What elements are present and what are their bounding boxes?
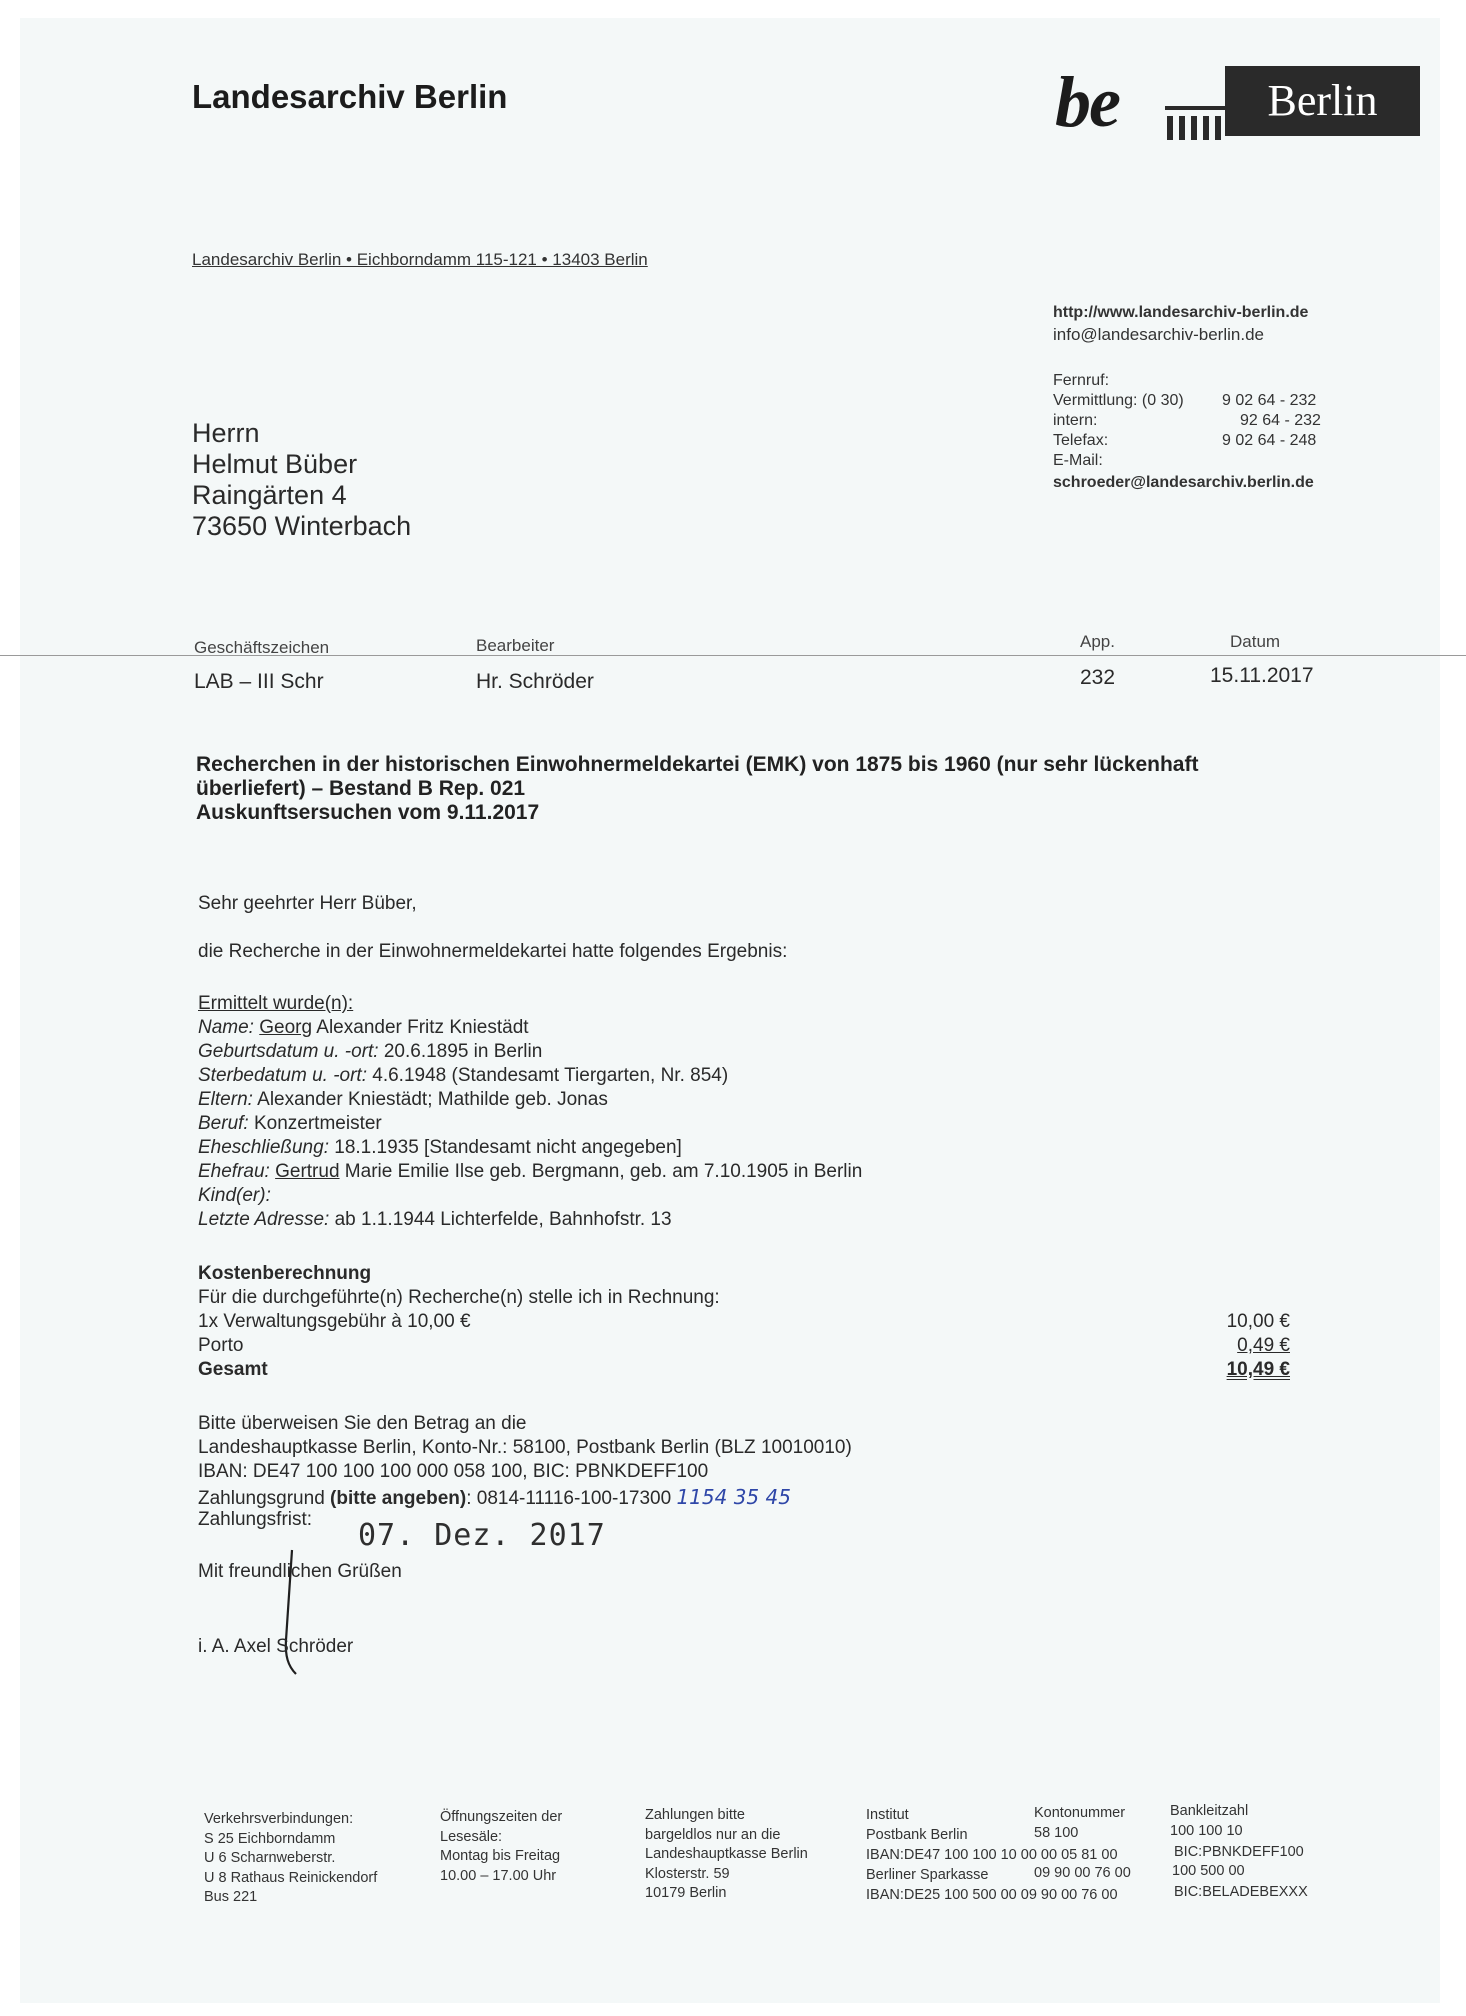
record-death-label: Sterbedatum u. -ort: [198, 1065, 367, 1086]
payment-reason-handwritten: 1154 35 45 [676, 1485, 791, 1509]
record-job [198, 1113, 382, 1135]
greeting: Sehr geehrter Herr Büber, [198, 893, 417, 914]
record-marriage-value: 18.1.1935 [Standesamt nicht angegeben] [328, 1137, 682, 1158]
contact-email-value: schroeder@landesarchiv.berlin.de [1053, 474, 1314, 491]
recipient-street: Raingärten 4 [192, 480, 347, 510]
footer-bank1-bic: BIC:PBNKDEFF100 [1174, 1844, 1304, 1860]
record-children [198, 1185, 271, 1207]
contact-intern-value: 92 64 - 232 [1240, 412, 1321, 429]
footer-payments-line: Landeshauptkasse Berlin [645, 1846, 808, 1862]
record-job-label: Beruf: [198, 1113, 249, 1134]
record-job-value: Konzertmeister [248, 1113, 382, 1134]
closing-regards: Mit freundlichen Grüßen [198, 1561, 402, 1582]
signature-stroke-icon [276, 1548, 306, 1678]
contact-vermittlung-label: Vermittlung: (0 30) [1053, 392, 1184, 409]
ref-bearbeiter-label: Bearbeiter [476, 636, 555, 655]
footer-transport [204, 1810, 377, 1908]
ref-datum-value: 15.11.2017 [1210, 664, 1314, 687]
sender-address-line: Landesarchiv Berlin • Eichborndamm 115-121 • 13403 Berlin [192, 250, 648, 269]
payment-line-2: Landeshauptkasse Berlin, Konto-Nr.: 58100, Postbank Berlin (BLZ 10010010) [198, 1437, 852, 1458]
found-heading: Ermittelt wurde(n): [198, 993, 354, 1014]
ref-gz-value: LAB – III Schr [194, 670, 324, 693]
footer-bank2-iban: IBAN:DE25 100 500 00 09 90 00 76 00 [866, 1887, 1118, 1903]
record-parents-value: Alexander Kniestädt; Mathilde geb. Jonas [252, 1089, 608, 1110]
org-title: Landesarchiv Berlin [192, 78, 508, 115]
costs-total-value: 10,49 € [1226, 1359, 1290, 1380]
contact-vermittlung-value: 9 02 64 - 232 [1222, 392, 1317, 409]
payment-deadline-label: Zahlungsfrist: [198, 1509, 313, 1530]
recipient-city: 73650 Winterbach [192, 511, 412, 541]
contact-telefax-label: Telefax: [1053, 432, 1109, 449]
contact-email-info: info@landesarchiv-berlin.de [1053, 325, 1264, 344]
footer-hours-line: Öffnungszeiten der [440, 1809, 563, 1825]
footer-hours-line: Montag bis Freitag [440, 1848, 561, 1864]
closing-signature: i. A. Axel Schröder [198, 1636, 354, 1657]
footer-bank2-konto: 09 90 00 76 00 [1034, 1865, 1131, 1881]
footer-hours-line: 10.00 – 17.00 Uhr [440, 1867, 557, 1884]
footer-bank2-name: Berliner Sparkasse [866, 1867, 989, 1883]
contact-intern-label: intern: [1053, 412, 1098, 429]
ref-bearbeiter-value: Hr. Schröder [476, 670, 594, 693]
footer-transport-line: Verkehrsverbindungen: [204, 1811, 354, 1827]
record-death [198, 1065, 728, 1087]
subject-line-2: überliefert) – Bestand B Rep. 021 [196, 777, 526, 800]
payment-line-1: Bitte überweisen Sie den Betrag an die [198, 1413, 527, 1434]
ref-app-value: 232 [1080, 666, 1116, 689]
footer-bank-header-blz: Bankleitzahl [1170, 1803, 1249, 1819]
costs-fee-label: 1x Verwaltungsgebühr à 10,00 € [198, 1311, 471, 1332]
record-wife [198, 1161, 862, 1183]
berlin-logo [1055, 62, 1420, 150]
payment-reason-value: : 0814-11116-100-17300 [466, 1488, 672, 1509]
footer-payments-line: Zahlungen bitte [645, 1807, 745, 1823]
record-wife-label: Ehefrau: [198, 1161, 270, 1182]
record-name-label: Name: [198, 1017, 254, 1038]
footer-transport-line: U 6 Scharnweberstr. [204, 1850, 336, 1866]
record-marriage [198, 1137, 682, 1159]
contact-email-label: E-Mail: [1053, 452, 1103, 469]
costs-intro: Für die durchgeführte(n) Recherche(n) stelle ich in Rechnung: [198, 1287, 720, 1308]
payment-reason-bold: (bitte angeben) [330, 1488, 467, 1509]
record-birth [198, 1041, 542, 1063]
footer-transport-line: Bus 221 [204, 1889, 258, 1905]
record-children-label: Kind(er): [198, 1185, 271, 1206]
subject-line-3: Auskunftsersuchen vom 9.11.2017 [196, 801, 540, 824]
footer-bank1-blz: 100 100 10 [1170, 1823, 1243, 1839]
record-wife-rest: Marie Emilie Ilse geb. Bergmann, geb. am 7.10.1905 in Berlin [339, 1161, 863, 1182]
footer-payments-line: Klosterstr. 59 [645, 1865, 730, 1882]
subject-line-1: Recherchen in der historischen Einwohnermeldekartei (EMK) von 1875 bis 1960 (nur sehr lückenhaft [196, 753, 1199, 776]
record-address-label: Letzte Adresse: [198, 1209, 330, 1230]
footer-payments [645, 1806, 808, 1904]
intro-text: die Recherche in der Einwohnermeldekartei hatte folgendes Ergebnis: [198, 941, 788, 962]
costs-total-label: Gesamt [198, 1359, 268, 1380]
footer-bank1-iban: IBAN:DE47 100 100 10 00 00 05 81 00 [866, 1847, 1118, 1863]
footer-opening-hours [440, 1808, 562, 1886]
footer-bank-header-institut: Institut [866, 1807, 909, 1823]
footer-bank-header-konto: Kontonummer [1034, 1805, 1126, 1821]
payment-deadline-stamp: 07. Dez. 2017 [358, 1518, 606, 1553]
payment-reason [198, 1485, 791, 1510]
logo-be-text: be [1055, 62, 1119, 142]
record-parents-label: Eltern: [198, 1089, 253, 1110]
footer-transport-line: U 8 Rathaus Reinickendorf [204, 1869, 378, 1886]
costs-porto-label: Porto [198, 1335, 244, 1356]
footer-hours-line: Lesesäle: [440, 1828, 503, 1845]
record-marriage-label: Eheschließung: [198, 1137, 329, 1158]
footer-bank1-name: Postbank Berlin [866, 1827, 968, 1843]
contact-telefax-value: 9 02 64 - 248 [1222, 432, 1317, 449]
record-name [198, 1017, 529, 1039]
record-address-value: ab 1.1.1944 Lichterfelde, Bahnhofstr. 13 [329, 1209, 672, 1230]
footer-payments-line: bargeldlos nur an die [645, 1826, 781, 1843]
footer-transport-line: S 25 Eichborndamm [204, 1830, 336, 1847]
record-birth-value: 20.6.1895 in Berlin [378, 1041, 543, 1062]
record-death-value: 4.6.1948 (Standesamt Tiergarten, Nr. 854) [366, 1065, 729, 1086]
record-address [198, 1209, 672, 1231]
record-parents [198, 1089, 608, 1111]
recipient-name: Helmut Büber [192, 449, 358, 479]
record-wife-first: Gertrud [275, 1161, 340, 1182]
contact-web: http://www.landesarchiv-berlin.de [1053, 304, 1309, 321]
costs-heading: Kostenberechnung [198, 1263, 372, 1284]
footer-bank2-blz: 100 500 00 [1172, 1863, 1245, 1879]
record-name-first: Georg [259, 1017, 313, 1038]
record-name-rest: Alexander Fritz Kniestädt [312, 1017, 529, 1038]
ref-gz-label: Geschäftszeichen [194, 638, 330, 657]
ref-app-label: App. [1080, 632, 1115, 651]
costs-fee-value: 10,00 € [1226, 1311, 1290, 1332]
logo-berlin-box: Berlin [1225, 66, 1420, 136]
costs-porto-value: 0,49 € [1237, 1335, 1290, 1356]
ref-datum-label: Datum [1230, 632, 1281, 651]
payment-line-3: IBAN: DE47 100 100 100 000 058 100, BIC: PBNKDEFF100 [198, 1461, 709, 1482]
recipient-salutation: Herrn [192, 418, 260, 448]
footer-bank2-bic: BIC:BELADEBEXXX [1174, 1884, 1308, 1900]
footer-bank1-konto: 58 100 [1034, 1825, 1079, 1841]
contact-fernruf-label: Fernruf: [1053, 372, 1110, 389]
record-birth-label: Geburtsdatum u. -ort: [198, 1041, 379, 1062]
footer-payments-line: 10179 Berlin [645, 1885, 727, 1901]
payment-reason-label: Zahlungsgrund [198, 1488, 331, 1509]
